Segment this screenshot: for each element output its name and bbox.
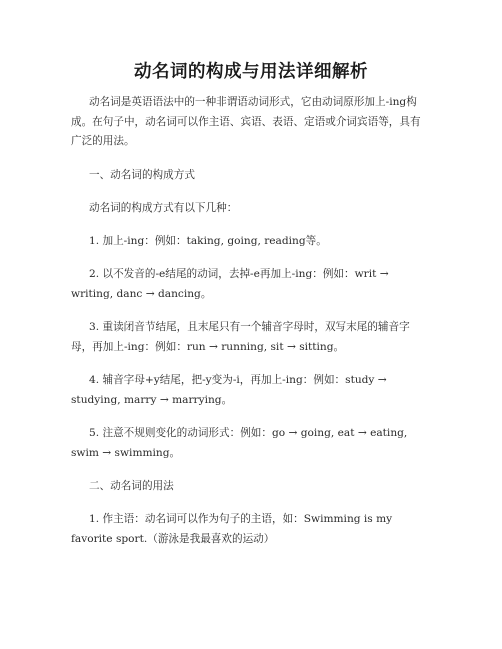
intro-paragraph: 动名词是英语语法中的一种非谓语动词形式，它由动词原形加上-ing构成。在句子中，动名词可以作主语、宾语、表语、定语或介词宾语等，具有广泛的用法。 [71, 96, 421, 147]
section-2-heading: 二、动名词的用法 [89, 480, 174, 492]
rule-4-paragraph: 4. 辅音字母+y结尾，把-y变为-i，再加上-ing：例如：study → studying, marry → marrying。 [71, 374, 387, 406]
usage-1-paragraph: 1. 作主语：动名词可以作为句子的主语，如：Swimming is my favorite sport.（游泳是我最喜欢的运动） [71, 513, 393, 545]
section-1-heading: 一、动名词的构成方式 [89, 169, 195, 181]
rule-5-paragraph: 5. 注意不规则变化的动词形式：例如：go → going, eat → eating, swim → swimming。 [71, 427, 408, 459]
section-1-lead: 动名词的构成方式有以下几种： [89, 202, 238, 214]
document-title: 动名词的构成与用法详细解析 [134, 62, 368, 82]
rule-1-paragraph: 1. 加上-ing：例如：taking, going, reading等。 [89, 235, 327, 247]
rule-3-paragraph: 3. 重读闭音节结尾，且末尾只有一个辅音字母时，双写末尾的辅音字母，再加上-ing：例如：run → running, sit → sitting。 [71, 321, 410, 353]
rule-2-paragraph: 2. 以不发音的-e结尾的动词，去掉-e再加上-ing：例如：writ → writing, danc → dancing。 [71, 268, 389, 300]
